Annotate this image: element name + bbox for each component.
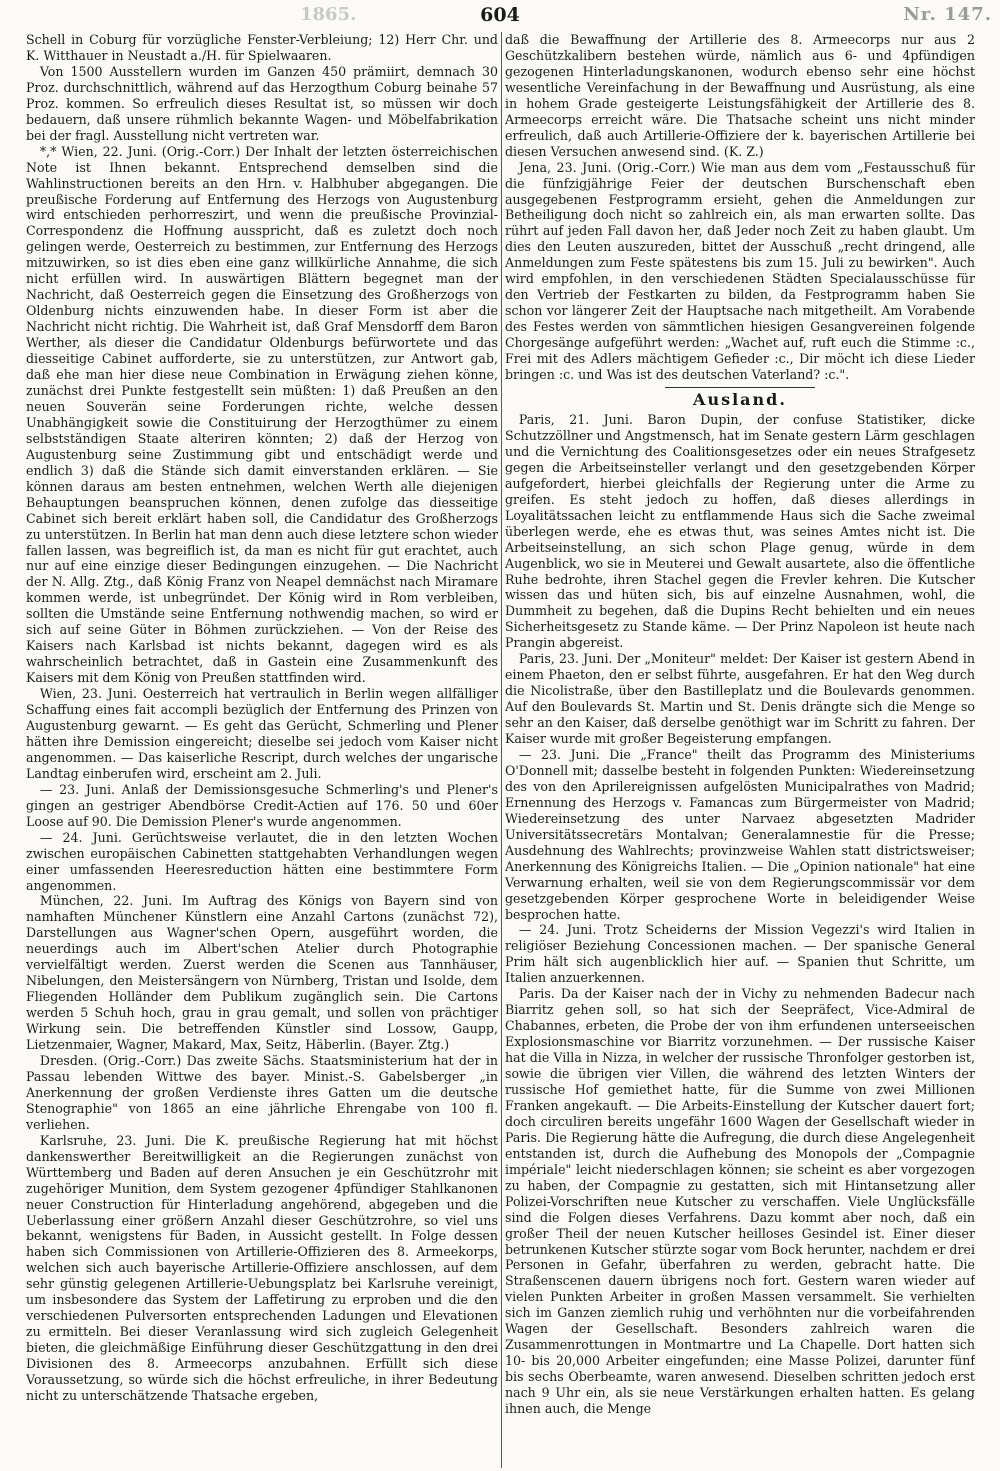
article-paragraph: Jena, 23. Juni. (Orig.-Corr.) Wie man aus dem vom „Festausschuß für die fünfzigjährige Feier der deutschen Burschenschaft eben ausgegebenen Festprogramm ersieht, gehen die Anmeldungen zur Betheiligung doch nicht so zahlreich ein, als man erwarten sollte. Das rührt auf jeden Fall davon her, daß Jeder noch Zeit zu haben glaubt. Um dies den Leuten auszureden, bittet der Ausschuß „recht dringend, alle Anmeldungen zum Feste spätestens bis zum 15. Juli zu bewirken". Auch wird empfohlen, in den verschiedenen Städten Specialausschüsse für den Vertrieb der Festkarten zu bilden, da Festprogramm haben Sie schon vor längerer Zeit der Hauptsache nach mitgetheilt. Am Vorabende des Festes werden von sämmtlichen hiesigen Gesangvereinen folgende Chorgesänge aufgeführt werden: „Wachet auf, ruft euch die Stimme :c., Frei mit des Adlers mächtigem Gefieder :c., Dir möcht ich diese Lieder bringen :c. und Was ist des deutschen Vaterland? :c.". xyxy=(505,159,975,383)
article-paragraph: Schell in Coburg für vorzügliche Fenster-Verbleiung; 12) Herr Chr. und K. Witthauer in Neustadt a./H. für Spielwaaren. xyxy=(26,32,498,63)
column-divider xyxy=(501,32,502,1468)
article-paragraph: Paris, 23. Juni. Der „Moniteur" meldet: Der Kaiser ist gestern Abend in einem Phaeton, den er selbst führte, ausgefahren. Er hat den Weg durch die Nicolistraße, über den Bastilleplatz und die Boulevards genommen. Auf den Boulevards St. Martin und St. Denis drängte sich die Menge so sehr an den Kaiser, daß derselbe genöthigt war im Schritt zu fahren. Der Kaiser wurde mit großer Begeisterung empfangen. xyxy=(505,651,975,747)
article-paragraph: — 23. Juni. Anlaß der Demissionsgesuche Schmerling's und Plener's gingen an gestriger Abendbörse Credit-Actien auf 176. 50 und 60er Loose auf 90. Die Demission Plener's wurde angenommen. xyxy=(26,781,498,829)
article-paragraph: Wien, 23. Juni. Oesterreich hat vertraulich in Berlin wegen allfälliger Schaffung eines fait accompli bezüglich der Entfernung des Prinzen von Augustenburg gewarnt. — Es geht das Gerücht, Schmerling und Plener hätten ihre Demission eingereicht; dieselbe sei jedoch vom Kaiser nicht angenommen. — Das kaiserliche Rescript, durch welches der ungarische Landtag einberufen wird, erscheint am 2. Juli. xyxy=(26,686,498,781)
article-paragraph: Karlsruhe, 23. Juni. Die K. preußische Regierung hat mit höchst dankenswerther Bereitwilligkeit an die Regierungen zunächst von Württemberg und Baden auf deren Ansuchen je ein Geschützrohr mit zugehöriger Munition, dem System gezogener 4pfündiger Stahlkanonen neuer Construction für Hinterladung angehörend, abgegeben und die Ueberlassung einer größern Anzahl dieser Geschützrohre, so viel uns bekannt, wenigstens für Baden, in Aussicht gestellt. In Folge dessen haben sich Commissionen von Artillerie-Offizieren des 8. Armeekorps, welchen sich auch bayerische Artillerie-Offiziere anschlossen, auf dem sehr günstig gelegenen Artillerie-Uebungsplatz bei Karlsruhe vereinigt, um insbesondere das System der Laffetirung zu erproben und die den verschiedenen Pulversorten entsprechenden Ladungen und Elevationen zu ermitteln. Bei dieser Veranlassung wird sich zugleich Gelegenheit bieten, die gleichmäßige Einführung dieser Geschützgattung in den drei Divisionen des 8. Armeecorps anzubahnen. Erfüllt sich diese Voraussetzung, so würde sich die höchst erfreuliche, in ihrer Bedeutung nicht zu unterschätzende Thatsache ergeben, xyxy=(26,1132,498,1404)
page-header xyxy=(0,0,1000,32)
article-paragraph: Paris. Da der Kaiser nach der in Vichy zu nehmenden Badecur nach Biarritz gehen soll, so hat sich der Seepräfect, Vice-Admiral de Chabannes, erbeten, die Probe der von ihm erfundenen unterseeischen Explosionsmaschine vor Biarritz vorzunehmen. — Der russische Kaiser hat die Villa in Nizza, in welcher der russische Thronfolger gestorben ist, sowie die übrigen vier Villen, die während des letzten Winters der russische Hof gemiethet hatte, für die Summe von zwei Millionen Franken angekauft. — Die Arbeits-Einstellung der Kutscher dauert fort; doch circuliren bereits ungefähr 1600 Wagen der Gesellschaft wieder in Paris. Die Regierung hätte die Aufregung, die durch diese Angelegenheit entstanden ist, durch die Aufhebung des Monopols der „Compagnie impériale" leicht niederschlagen können; sie scheint es aber vorgezogen zu haben, der Compagnie zu gestatten, sich mit Hintansetzung aller Polizei-Vorschriften neue Kutscher zu verschaffen. Viele Unglücksfälle sind die Folgen dieses Verfahrens. Dazu kommt aber noch, daß ein großer Theil der neuen Kutscher heilloses Gesindel ist. Einer dieser betrunkenen Kutscher stürzte sogar vom Bock herunter, nachdem er drei Personen in Gefahr, überfahren zu werden, gebracht hatte. Die Straßenscenen dauern übrigens noch fort. Gestern waren wieder auf vielen Punkten Arbeiter in großen Massen versammelt. Sie verhielten sich im Ganzen ziemlich ruhig und verhöhnten nur die vorbeifahrenden Wagen der Gesellschaft. Besonders zahlreich waren die Zusammenrottungen in Montmartre und La Chapelle. Dort hatten sich 10- bis 20,000 Arbeiter eingefunden; eine Masse Polizei, darunter fünf bis sechs Oberbeamte, waren anwesend. Dieselben schritten jedoch erst nach 9 Uhr ein, als sie neue Verstärkungen erhalten hatten. Es gelang ihnen auch, die Menge xyxy=(505,986,975,1417)
section-rule xyxy=(665,387,815,388)
article-paragraph: München, 22. Juni. Im Auftrag des Königs von Bayern sind von namhaften Münchener Künstlern eine Anzahl Cartons (zunächst 72), Darstellungen aus Wagner'schen Opern, ausgeführt worden, die neuerdings auch im Albert'schen Atelier durch Photographie vervielfältigt werden. Zuerst werden die Scenen aus Tannhäuser, Nibelungen, den Meistersängern von Nürnberg, Tristan und Isolde, dem Fliegenden Holländer dem Publikum zugänglich sein. Die Cartons werden 5 Schuh hoch, grau in grau gemalt, und sollen von prächtiger Wirkung sein. Die betreffenden Künstler sind Lossow, Gaupp, Lietzenmaier, Wagner, Makard, Max, Seitz, Häberlin. (Bayer. Ztg.) xyxy=(26,893,498,1053)
right-column xyxy=(505,32,975,1468)
article-paragraph: — 23. Juni. Die „France" theilt das Programm des Ministeriums O'Donnell mit; dasselbe besteht in folgenden Punkten: Wiedereinsetzung des von den Aprilereignissen aufgelösten Municipalrathes von Madrid; Ernennung des Herzogs v. Famancas zum Bürgermeister von Madrid; Wiedereinsetzung des unter Narvaez abgesetzten Madrider Universitätssecretärs Montalvan; Generalamnestie für die Presse; Ausdehnung des Wahlrechts; provinzweise Wahlen statt districtsweiser; Anerkennung des Königreichs Italien. — Die „Opinion nationale" hat eine Verwarnung erhalten, weil sie von dem Regierungscommissär vor dem gesetzgebenden Körper gesprochene Worte in beleidigender Weise besprochen hatte. xyxy=(505,746,975,922)
section-title-ausland: Ausland. xyxy=(693,389,787,409)
article-paragraph: — 24. Juni. Trotz Scheiderns der Mission Vegezzi's wird Italien in religiöser Beziehung Concessionen machen. — Der spanische General Prim hält sich augenblicklich hier auf. — Spanien thut Schritte, um Italien anzuerkennen. xyxy=(505,922,975,986)
page-number: 604 xyxy=(480,4,520,26)
domestic-news-continued xyxy=(505,32,975,383)
article-columns xyxy=(0,32,1000,1468)
left-column xyxy=(26,32,498,1468)
article-paragraph: *,* Wien, 22. Juni. (Orig.-Corr.) Der Inhalt der letzten österreichischen Note ist Ihnen bekannt. Entsprechend demselben sind die Wahlinstructionen bereits an den Hrn. v. Halbhuber abgegangen. Die preußische Forderung auf Entfernung des Herzogs von Augustenburg wird entschieden perhorreszirt, und wenn die preußische Provinzial-Correspondenz die Hoffnung ausspricht, daß es zuletzt doch noch gelingen werde, Oesterreich zu bestimmen, zur Entfernung des Herzogs mitzuwirken, so ist dies eben eine ganz willkürliche Annahme, die sich nicht erfüllen wird. In auswärtigen Blättern begegnet man der Nachricht, daß Oesterreich gegen die Einsetzung des Großherzogs von Oldenburg nichts einzuwenden habe. In dieser Form ist aber die Nachricht nicht richtig. Die Wahrheit ist, daß Graf Mensdorff dem Baron Werther, als dieser die Candidatur Oldenburgs befürwortete und das diesseitige Cabinet aufforderte, sie zu unterstützen, zur Antwort gab, daß ehe man hier diese neue Combination in Erwägung ziehen könne, zunächst drei Punkte festgestellt sein müßten: 1) daß Preußen an den neuen Souverän seine Forderungen richte, welche dessen Unabhängigkeit sowie die Constituirung der Herzogthümer zu einem selbstständigen Staate alteriren könnten; 2) daß der Herzog von Augustenburg seine Zustimmung gibt und entschädigt werde und endlich 3) daß die Stände sich damit einverstanden erklären. — Sie können daraus am besten entnehmen, welchen Werth alle diejenigen Behauptungen beanspruchen können, denen zufolge das diesseitige Cabinet sich bereit erklärt haben soll, die Candidatur des Großherzogs zu unterstützen. In Berlin hat man denn auch diese letztere schon wieder fallen lassen, was begreiflich ist, da man es nicht für gut erachtet, auch nur auf eine einzige dieser Bedingungen einzugehen. — Die Nachricht der N. Allg. Ztg., daß König Franz von Neapel demnächst nach Miramare kommen werde, ist unbegründet. Der König wird in Rom verbleiben, sollten die Umstände seine Entfernung nothwendig machen, so wird er sich auf seine Güter in Böhmen zurückziehen. — Von der Reise des Kaisers nach Karlsbad ist nichts bekannt, dagegen wird es als wahrscheinlich betrachtet, daß in Gastein eine Zusammenkunft des Kaisers mit dem König von Preußen stattfinden wird. xyxy=(26,143,498,686)
article-paragraph: Von 1500 Ausstellern wurden im Ganzen 450 prämiirt, demnach 30 Proz. durchschnittlich, während auf das Herzogthum Coburg beinahe 57 Proz. kommen. So erfreulich dieses Resultat ist, so müssen wir doch bedauern, daß unsere rühmlich bekannte Wagen- und Möbelfabrikation bei der fragl. Ausstellung nicht vertreten war. xyxy=(26,63,498,143)
article-paragraph: — 24. Juni. Gerüchtsweise verlautet, die in den letzten Wochen zwischen europäischen Cabinetten stattgehabten Verhandlungen wegen einer umfassenden Heeresreduction hätten eine bestimmtere Form angenommen. xyxy=(26,829,498,893)
issue-number: Nr. 147. xyxy=(903,4,992,25)
article-paragraph: Dresden. (Orig.-Corr.) Das zweite Sächs. Staatsministerium hat der in Passau lebenden Wittwe des bayer. Minist.-S. Gabelsberger „in Anerkennung der großen Verdienste ihres Gatten um die deutsche Stenographie" von 1865 an eine jährliche Ehrengabe von 100 fl. verliehen. xyxy=(26,1053,498,1132)
foreign-news xyxy=(505,412,975,1417)
article-paragraph: Paris, 21. Juni. Baron Dupin, der confuse Statistiker, dicke Schutzzöllner und Angstmensch, hat im Senate gestern Lärm geschlagen und die Vernichtung des Coalitionsgesetzes oder ein neues Strafgesetz gegen die Arbeitseinsteller verlangt und den gesetzgebenden Körper aufgefordert, hierbei gleichfalls der Regierung unter die Arme zu greifen. Es steht jedoch zu hoffen, daß dieses allerdings in Loyalitätssachen leicht zu entflammende Haus sich die Sache zweimal überlegen werde, ehe es etwas thut, was seines Amtes nicht ist. Die Arbeitseinstellung, an sich schon Plage genug, würde in dem Augenblick, wo sie in Meuterei und Gewalt ausartete, also die öffentliche Ruhe bedrohte, ihren Stachel gegen die Frevler kehren. Die Kutscher wissen das und hüten sich, bis auf einzelne Ausnahmen, wohl, die Dummheit zu begehen, daß die Dupins Recht behielten und ein neues Sicherheitsgesetz zu Stande käme. — Der Prinz Napoleon ist heute nach Prangin abgereist. xyxy=(505,411,975,651)
article-paragraph: daß die Bewaffnung der Artillerie des 8. Armeecorps nur aus 2 Geschützkalibern bestehen würde, nämlich aus 6- und 4pfündigen gezogenen Hinterladungskanonen, wodurch ebenso sehr eine höchst wesentliche Vereinfachung in der Bewaffnung und Ausrüstung, als eine in hohem Grade gesteigerte Leistungsfähigkeit der Artillerie des 8. Armeecorps erreicht wäre. Die Thatsache scheint uns nicht minder erfreulich, daß auch Artillerie-Offiziere der k. bayerischen Artillerie bei diesen Versuchen anwesend sind. (K. Z.) xyxy=(505,32,975,159)
header-date-mark: 1865. xyxy=(300,4,357,25)
